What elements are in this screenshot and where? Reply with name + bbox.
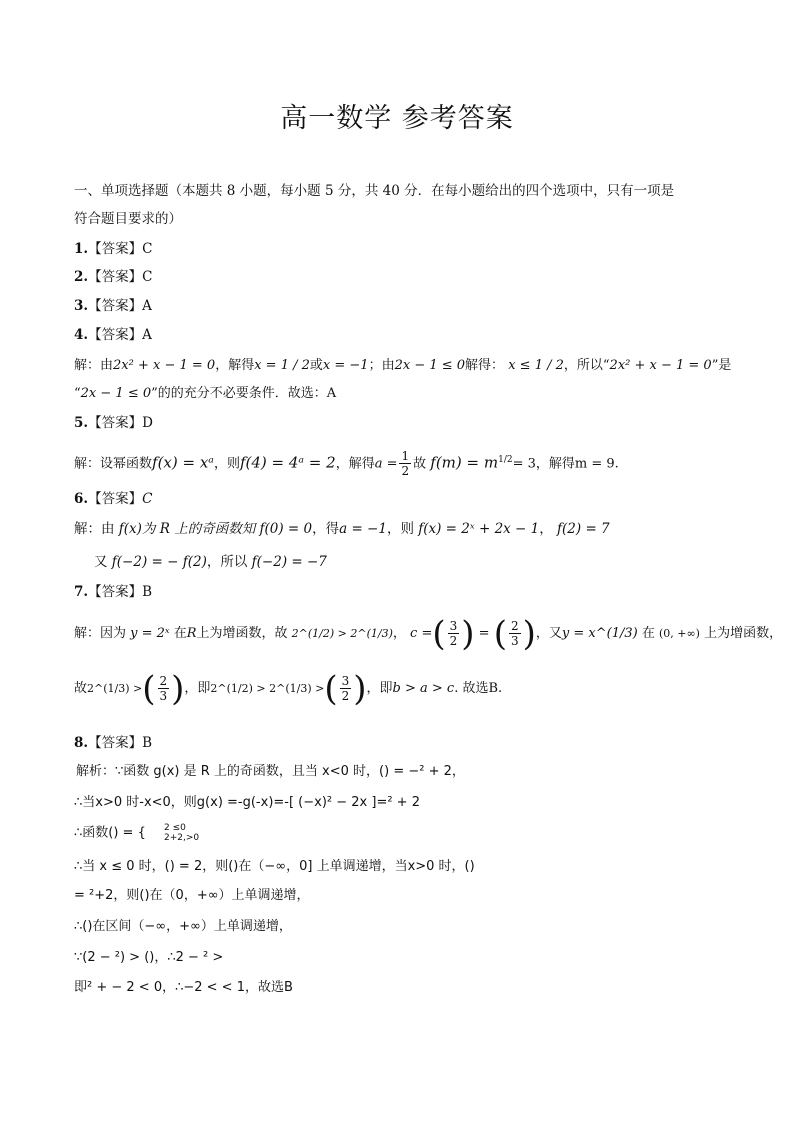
text: 或 <box>309 358 323 373</box>
formula: c = <box>410 626 433 641</box>
formula: y = 2ˣ <box>130 626 170 641</box>
answer-value: A <box>142 298 152 314</box>
numerator: 2 <box>159 674 168 688</box>
text: 解：因为 <box>74 626 127 641</box>
answer-number: 2. <box>74 269 89 285</box>
paren-fraction: ( $\frac{2}{3}$ ) <box>493 613 536 654</box>
q4-solution-line2 <box>74 384 336 404</box>
denominator: 2 <box>401 464 410 479</box>
formula: a = −1 <box>339 521 387 537</box>
page-title: 高一数学 参考答案 <box>280 103 514 134</box>
text: ， <box>539 521 553 537</box>
denominator: 3 <box>510 634 519 648</box>
q8-line1: 解析：∵函数 g(x) 是 R 上的奇函数，且当 x<0 时，() = −² + 2， <box>76 764 465 779</box>
text: ”是 <box>711 358 732 373</box>
q8-line5: = ²+2，则()在（0，+∞）上单调递增， <box>74 888 310 903</box>
formula: = 3 <box>512 456 536 472</box>
paren-fraction: ( $\frac{3}{2}$ ) <box>432 613 475 654</box>
text: ，即 <box>184 681 211 696</box>
text: ，解得m = 9. <box>535 456 619 472</box>
piecewise-top: 2 ≤0 <box>163 823 186 833</box>
answer-label: 【答案】 <box>88 584 143 600</box>
piecewise-bottom: 2+2,>0 <box>163 833 200 843</box>
text: ，则 <box>386 521 414 537</box>
answer-value: C <box>142 241 153 257</box>
answer-label: 【答案】 <box>88 298 143 314</box>
answer-number: 1. <box>74 241 89 257</box>
answer-number: 8. <box>74 735 89 751</box>
formula: b > a > c <box>392 681 455 696</box>
paren-fraction: ( $\frac{3}{2}$ ) <box>324 668 367 709</box>
answer-value: C <box>142 269 153 285</box>
answer-label: 【答案】 <box>88 269 143 285</box>
text: . 故选B. <box>454 681 503 696</box>
q8-line6: ∴()在区间（−∞，+∞）上单调递增， <box>74 919 292 934</box>
formula: f(m) = m <box>430 453 499 472</box>
formula: y = x^(1/3) <box>561 626 638 641</box>
answer-value: B <box>142 735 153 751</box>
formula: x = −1 <box>322 358 369 373</box>
answer-number: 7. <box>74 584 89 600</box>
text: 解：由 <box>74 358 114 373</box>
text: 解：由 <box>74 521 115 537</box>
formula: x = 1 / 2 <box>254 358 310 373</box>
text: 在 <box>641 626 655 641</box>
formula: 2x − 1 ≤ 0 <box>80 386 152 401</box>
text: 又 <box>94 554 108 570</box>
formula: a = <box>374 456 398 472</box>
answer-1 <box>74 239 152 259</box>
formula: R <box>186 626 197 641</box>
formula: x ≤ 1 / 2 <box>508 358 564 373</box>
text: ，则 <box>213 456 240 472</box>
formula: f(x)为 R 上的奇函数知 <box>118 521 256 537</box>
q8-line8: 即² + − 2 < 0，∴−2 < < 1，故选B <box>74 980 293 995</box>
formula: 2^(1/3) > <box>87 682 143 695</box>
answer-number: 6. <box>74 491 89 507</box>
paren-fraction: ( $\frac{2}{3}$ ) <box>142 668 185 709</box>
text: ，所以 <box>206 554 248 570</box>
formula: (0, +∞) <box>658 627 700 640</box>
q8-line3 <box>74 823 199 844</box>
denominator: 3 <box>159 689 168 703</box>
text: 上为增函数，故 <box>196 626 288 641</box>
text: 上为增函数， <box>704 626 783 641</box>
text: = <box>478 626 490 641</box>
answer-label: 【答案】 <box>88 415 143 431</box>
formula: f(0) = 0 <box>259 521 313 537</box>
text: ；由 <box>368 358 395 373</box>
q7-solution-line1 <box>74 612 782 656</box>
text: ”的的充分不必要条件．故选：A <box>151 386 337 401</box>
numerator: 3 <box>449 619 458 633</box>
text: “ <box>74 386 81 401</box>
answer-3 <box>74 296 152 316</box>
text: 故 <box>74 681 88 696</box>
text: ，解得 <box>335 456 375 472</box>
section-heading-line2: 符合题目要求的） <box>74 211 182 227</box>
q8-line7: ∵(2 − ²) > ()，∴2 − ² > <box>74 950 224 965</box>
text: ，即 <box>366 681 393 696</box>
answer-value: A <box>142 327 152 343</box>
text: ，得 <box>312 521 340 537</box>
q5-solution <box>74 442 619 482</box>
formula: f(2) = 7 <box>557 521 610 537</box>
numerator: 3 <box>341 674 350 688</box>
text: 在 <box>173 626 187 641</box>
formula: f(x) = xᵃ <box>152 453 214 472</box>
formula: 2x − 1 ≤ 0 <box>394 358 466 373</box>
numerator: 1 <box>401 449 410 464</box>
section-heading-line1: 一、单项选择题（本题共 8 小题，每小题 5 分，共 40 分．在每小题给出的四个选项中，只有一项是 <box>74 183 675 199</box>
answer-number: 4. <box>74 327 89 343</box>
text: ∴函数() = { <box>74 825 146 841</box>
answer-4 <box>74 325 152 345</box>
answer-7 <box>74 582 152 602</box>
formula: 2^(1/2) > 2^(1/3) <box>291 627 393 640</box>
answer-8 <box>74 733 152 753</box>
q6-solution-line2 <box>94 552 327 572</box>
q6-solution-line1 <box>74 519 610 539</box>
answer-5 <box>74 413 153 433</box>
q7-solution-line2 <box>74 667 502 711</box>
text: ，又 <box>535 626 562 641</box>
formula: 2x² + x − 1 = 0 <box>609 358 712 373</box>
formula: f(4) = 4ᵃ = 2 <box>239 453 336 472</box>
text: 解：设幂函数 <box>74 456 153 472</box>
answer-6 <box>74 489 152 509</box>
formula: 2x² + x − 1 = 0 <box>113 358 216 373</box>
numerator: 2 <box>510 619 519 633</box>
answer-label: 【答案】 <box>88 491 143 507</box>
answer-number: 3. <box>74 298 89 314</box>
answer-value: D <box>142 415 153 431</box>
exponent: 1/2 <box>498 455 513 465</box>
text: 解得： <box>465 358 505 373</box>
q8-line4: ∴当 x ≤ 0 时，() = 2，则()在（−∞，0] 上单调递增，当x>0 时，() <box>74 859 475 874</box>
q8-line2: ∴当x>0 时-x<0，则g(x) =-g(-x)=-[ (−x)² − 2x ]=² + 2 <box>74 795 420 810</box>
fraction <box>399 449 411 478</box>
formula: f(−2) = − f(2) <box>111 554 207 570</box>
answer-number: 5. <box>74 415 89 431</box>
text: ， <box>392 626 406 641</box>
denominator: 2 <box>341 689 350 703</box>
text: ，所以“ <box>563 358 610 373</box>
answer-2 <box>74 267 152 287</box>
formula: f(x) = 2ˣ + 2x − 1 <box>418 521 540 537</box>
formula: 2^(1/2) > 2^(1/3) > <box>210 682 325 695</box>
text: ，解得 <box>215 358 255 373</box>
answer-label: 【答案】 <box>88 735 143 751</box>
answer-label: 【答案】 <box>88 327 143 343</box>
answer-value: B <box>142 584 153 600</box>
piecewise <box>164 823 199 843</box>
q4-solution-line1 <box>74 356 731 376</box>
answer-value: C <box>142 491 153 507</box>
answer-label: 【答案】 <box>88 241 143 257</box>
text: 故 <box>413 456 427 472</box>
denominator: 2 <box>449 634 458 648</box>
formula: f(−2) = −7 <box>251 554 327 570</box>
